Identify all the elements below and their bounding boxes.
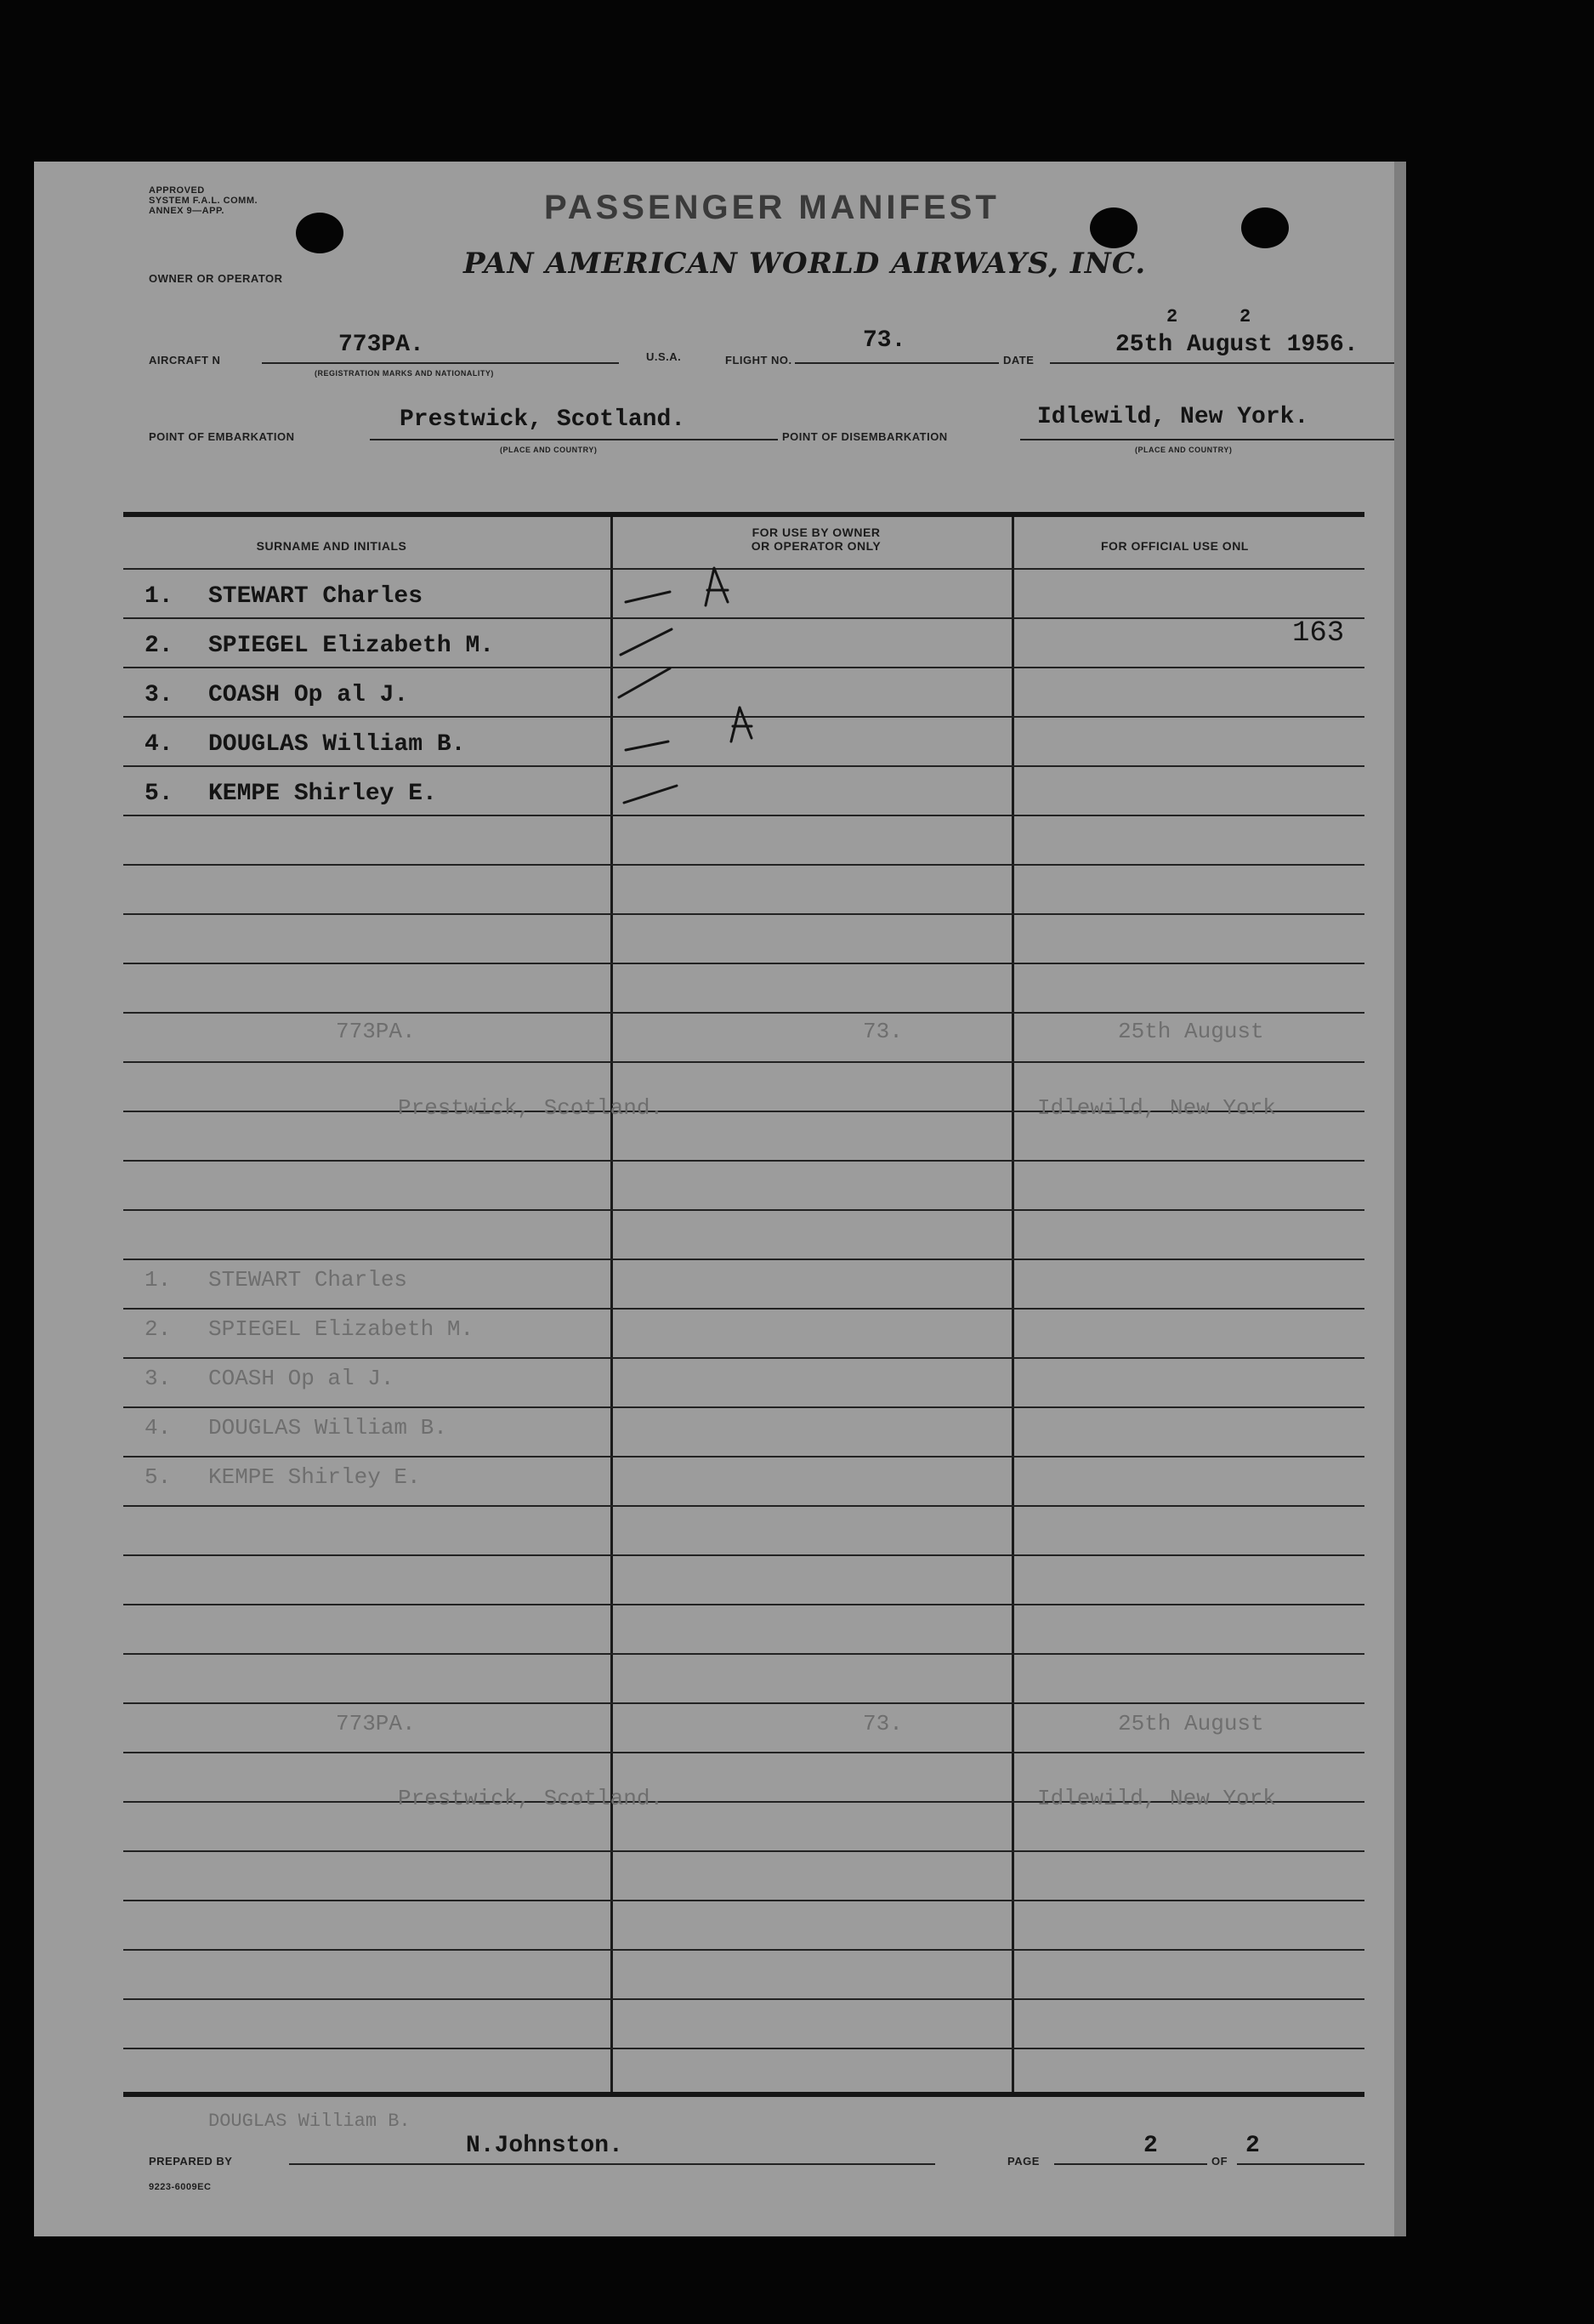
page-value: 2 xyxy=(1143,2133,1158,2159)
column-header-operator-line: FOR USE BY OWNER xyxy=(752,526,881,539)
ghost-disembark: Idlewild, New York xyxy=(1037,1786,1276,1811)
page-label: PAGE xyxy=(1007,2155,1040,2168)
approval-line: ANNEX 9—APP. xyxy=(149,206,224,216)
row-number: 3. xyxy=(145,682,173,708)
column-header-name: SURNAME AND INITIALS xyxy=(256,539,407,553)
official-number: 163 xyxy=(1292,617,1345,650)
passenger-name: SPIEGEL Elizabeth M. xyxy=(208,633,495,659)
ghost-row-number: 2. xyxy=(145,1316,172,1342)
ghost-date: 25th August xyxy=(1118,1019,1264,1044)
ghost-flight: 73. xyxy=(863,1019,903,1044)
ghost-passenger-name: COASH Op al J. xyxy=(208,1366,394,1391)
table-rule-line xyxy=(123,1900,1364,1901)
table-rule-line xyxy=(123,963,1364,964)
punch-hole xyxy=(296,213,343,253)
table-rule-line xyxy=(123,1949,1364,1951)
form-code: 9223-6009EC xyxy=(149,2182,212,2192)
usa-label: U.S.A. xyxy=(646,350,682,363)
flight-value: 73. xyxy=(863,327,906,354)
embark-caption: (PLACE AND COUNTRY) xyxy=(500,446,598,454)
row-number: 2. xyxy=(145,633,173,659)
table-rule-line xyxy=(123,1209,1364,1211)
row-number: 5. xyxy=(145,781,173,807)
disembark-label: POINT OF DISEMBARKATION xyxy=(782,430,948,443)
manifest-sheet xyxy=(34,162,1406,2236)
ghost-row-number: 1. xyxy=(145,1267,172,1293)
owner-label: OWNER OR OPERATOR xyxy=(149,272,283,285)
table-rule-line xyxy=(123,1061,1364,1063)
passenger-name: KEMPE Shirley E. xyxy=(208,781,437,807)
table-rule-line xyxy=(123,1752,1364,1753)
column-header-operator-line: OR OPERATOR ONLY xyxy=(751,539,882,553)
table-rule-line xyxy=(123,913,1364,915)
disembark-caption: (PLACE AND COUNTRY) xyxy=(1135,446,1233,454)
table-rule-line xyxy=(123,1308,1364,1310)
date-label: DATE xyxy=(1003,354,1035,366)
table-rule-line xyxy=(123,2048,1364,2049)
approval-stamp xyxy=(149,185,258,216)
table-rule-line xyxy=(123,1505,1364,1507)
prepared-value: N.Johnston. xyxy=(466,2133,623,2159)
table-rule-line xyxy=(123,1653,1364,1655)
ghost-date: 25th August xyxy=(1118,1711,1264,1736)
table-rule-line xyxy=(123,864,1364,866)
table-rule-line xyxy=(123,1357,1364,1359)
ghost-row-number: 3. xyxy=(145,1366,172,1391)
table-rule-line xyxy=(123,1702,1364,1704)
ghost-passenger-name: SPIEGEL Elizabeth M. xyxy=(208,1316,474,1342)
ghost-aircraft: 773PA. xyxy=(336,1711,416,1736)
page-title: PASSENGER MANIFEST xyxy=(544,189,1000,226)
ghost-flight: 73. xyxy=(863,1711,903,1736)
column-header-operator xyxy=(697,526,935,553)
page-mark: 2 xyxy=(1166,306,1178,327)
table-rule-line xyxy=(123,1998,1364,2000)
date-value: 25th August 1956. xyxy=(1115,332,1359,358)
owner-value: PAN AMERICAN WORLD AIRWAYS, INC. xyxy=(463,247,1147,281)
handwritten-check-marks xyxy=(578,561,774,816)
prepared-label: PREPARED BY xyxy=(149,2155,233,2168)
ghost-row-number: 4. xyxy=(145,1415,172,1440)
table-rule-line xyxy=(123,1012,1364,1014)
ghost-aircraft: 773PA. xyxy=(336,1019,416,1044)
passenger-name: STEWART Charles xyxy=(208,583,423,610)
approval-line: SYSTEM F.A.L. COMM. xyxy=(149,196,258,206)
row-number: 1. xyxy=(145,583,173,610)
table-rule-line xyxy=(123,1406,1364,1408)
row-number: 4. xyxy=(145,731,173,758)
ghost-disembark: Idlewild, New York xyxy=(1037,1095,1276,1121)
table-rule-line xyxy=(123,1604,1364,1605)
ghost-passenger-name: KEMPE Shirley E. xyxy=(208,1464,421,1490)
of-label: OF xyxy=(1211,2155,1228,2168)
page-mark: 2 xyxy=(1239,306,1251,327)
embark-label: POINT OF EMBARKATION xyxy=(149,430,295,443)
flight-label: FLIGHT NO. xyxy=(725,354,792,366)
disembark-value: Idlewild, New York. xyxy=(1037,404,1309,430)
aircraft-caption: (REGISTRATION MARKS AND NATIONALITY) xyxy=(315,369,494,378)
column-divider xyxy=(1012,517,1014,2092)
table-rule-line xyxy=(123,1160,1364,1162)
ghost-passenger-name: STEWART Charles xyxy=(208,1267,408,1293)
embark-value: Prestwick, Scotland. xyxy=(400,406,686,433)
ghost-footer-name: DOUGLAS William B. xyxy=(208,2111,411,2132)
passenger-name: COASH Op al J. xyxy=(208,682,409,708)
aircraft-value: 773PA. xyxy=(338,332,424,358)
aircraft-label: AIRCRAFT N xyxy=(149,354,221,366)
column-header-official: FOR OFFICIAL USE ONL xyxy=(1101,539,1249,553)
passenger-name: DOUGLAS William B. xyxy=(208,731,466,758)
approval-line: APPROVED xyxy=(149,185,205,196)
table-rule-line xyxy=(123,1259,1364,1260)
punch-hole xyxy=(1241,207,1289,248)
of-value: 2 xyxy=(1245,2133,1260,2159)
ghost-embark: Prestwick, Scotland. xyxy=(398,1786,664,1811)
ghost-row-number: 5. xyxy=(145,1464,172,1490)
table-rule-line xyxy=(123,1850,1364,1852)
table-rule-line xyxy=(123,1554,1364,1556)
ghost-passenger-name: DOUGLAS William B. xyxy=(208,1415,447,1440)
table-rule-line xyxy=(123,1456,1364,1457)
ghost-embark: Prestwick, Scotland. xyxy=(398,1095,664,1121)
punch-hole xyxy=(1090,207,1137,248)
